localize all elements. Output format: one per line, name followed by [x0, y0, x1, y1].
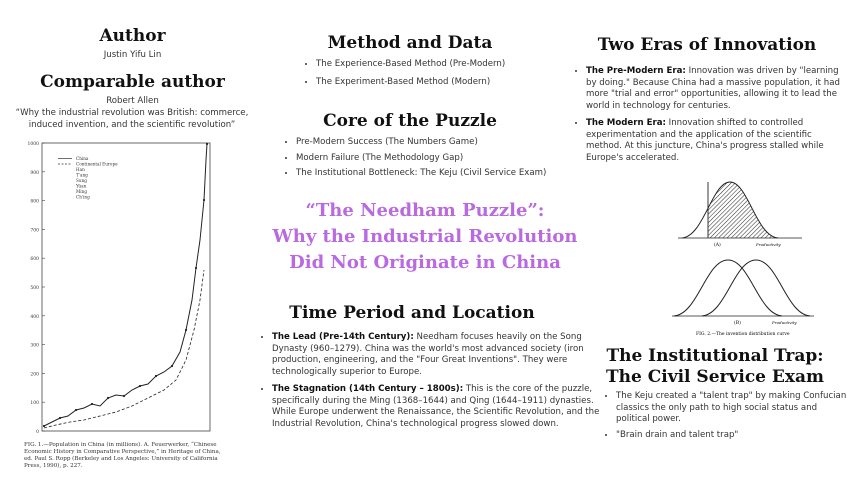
trap-list — [602, 390, 848, 446]
population-figure-caption: FIG. 1.—Population in China (in millions). A. Feuerwerker, “Chinese Economic History in Comparative Perspective,” in Heritage of China, ed. Paul S. Ropp (Berkeley and Los Angeles: University of California Press, 1990), p. 227. — [24, 442, 221, 469]
y-tick-label: 700 — [30, 228, 39, 234]
era-item-label: The Modern Era: — [586, 118, 666, 128]
era-item-label: The Pre-Modern Era: — [586, 66, 686, 76]
title-line-2: Why the Industrial Revolution — [272, 226, 578, 247]
china-series-point — [185, 329, 187, 331]
china-series-point — [123, 395, 125, 397]
china-series-point — [43, 425, 45, 427]
china-series-point — [195, 267, 197, 269]
legend-entry: Sung — [76, 178, 87, 183]
distribution-diagram — [672, 178, 832, 340]
comparable-author-quote: “Why the industrial revolution was British: commerce, induced invention, and the scientific revolution” — [15, 108, 249, 130]
distribution-caption: FIG. 2.—The invention distribution curve — [696, 332, 790, 337]
europe-series-line — [44, 270, 204, 428]
eras-heading: Two Eras of Innovation — [597, 35, 817, 55]
panel-b-label: (B) — [734, 321, 741, 326]
legend-entry: Yüan — [76, 183, 87, 189]
y-tick-label: 600 — [30, 257, 39, 263]
china-series-point — [206, 143, 208, 145]
distribution-figure — [672, 178, 832, 340]
china-series-point — [203, 199, 205, 201]
legend-entry: Han — [76, 167, 85, 172]
comparable-author-name: Robert Allen — [106, 96, 159, 106]
china-series-point — [171, 365, 173, 367]
method-heading: Method and Data — [327, 33, 493, 53]
title-line-3: Did Not Originate in China — [289, 252, 561, 273]
y-tick-label: 0 — [36, 430, 39, 435]
poster-title — [240, 198, 610, 276]
legend-entry: T'ang — [76, 172, 88, 178]
trap-item: • "Brain drain and talent trap" — [616, 429, 848, 442]
legend-entry: Ming — [76, 189, 88, 194]
time-item — [272, 331, 600, 378]
author-name: Justin Yifu Lin — [103, 50, 162, 60]
china-series-point — [155, 375, 157, 377]
time-heading: Time Period and Location — [289, 303, 535, 323]
y-tick-label: 500 — [30, 286, 39, 291]
trap-heading-line-2: The Civil Service Exam — [605, 367, 824, 387]
china-series-point — [107, 397, 109, 399]
y-tick-label: 900 — [30, 170, 39, 176]
panel-a-label: (A) — [714, 243, 721, 248]
core-item: • The Institutional Bottleneck: The Keju (Civil Service Exam) — [296, 167, 566, 180]
trap-heading — [590, 346, 840, 388]
population-figure — [20, 140, 220, 440]
population-chart — [20, 140, 220, 440]
author-heading: Author — [99, 26, 166, 46]
eras-list — [572, 65, 848, 169]
panel-a-axis-label: Productivity — [756, 242, 781, 247]
y-tick-label: 400 — [30, 314, 39, 320]
trap-item: • The Keju created a "talent trap" by making Confucian classics the only path to high social status and political power. — [616, 390, 848, 426]
time-item-text: Needham focuses heavily on the Song Dynasty (960–1279). China was the world's most advanced society (iron production, engineering, and the "Four Great Inventions". They were technologically superior to Europe. — [272, 332, 584, 377]
method-item: • The Experiment-Based Method (Modern) — [316, 76, 546, 89]
china-series-point — [59, 417, 61, 419]
era-item — [586, 65, 848, 112]
china-series-point — [75, 409, 77, 411]
era-item-text: Innovation was driven by "learning by doing." Because China had a massive population, it had more "trial and error" opportunities, allowing it to lead the world in technology for centuries. — [586, 66, 840, 111]
core-item: • Pre-Modern Success (The Numbers Game) — [296, 136, 566, 149]
panel-b-axis-label: Productivity — [772, 320, 797, 325]
core-list — [282, 136, 566, 183]
core-item: • Modern Failure (The Methodology Gap) — [296, 152, 566, 165]
method-item: • The Experience-Based Method (Pre-Modern) — [316, 58, 546, 71]
china-series-point — [139, 385, 141, 387]
y-tick-label: 1000 — [27, 142, 39, 147]
legend-entry: Ch'ing — [76, 194, 90, 200]
comparable-author-heading: Comparable author — [40, 72, 225, 92]
time-item-label: The Stagnation (14th Century – 1800s): — [272, 384, 464, 394]
time-item-label: The Lead (Pre-14th Century): — [272, 332, 414, 342]
title-line-1: “The Needham Puzzle”: — [305, 200, 545, 221]
china-series-point — [91, 403, 93, 405]
y-tick-label: 100 — [30, 401, 39, 407]
time-list — [258, 331, 600, 435]
method-list — [302, 58, 546, 93]
core-heading: Core of the Puzzle — [323, 111, 497, 131]
time-item-text: This is the core of the puzzle, specifically during the Ming (1368–1644) and Qing (1644–1911) dynasties. While Europe underwent the Renaissance, the Scientific Revolution, and the Industrial Revolution, China's technological progress slowed down. — [272, 384, 600, 429]
time-item — [272, 383, 600, 430]
legend-entry: China — [76, 156, 89, 161]
y-tick-label: 200 — [30, 372, 39, 378]
era-item — [586, 117, 848, 164]
era-item-text: Innovation shifted to controlled experimentation and the application of the scientific method. At this juncture, China's progress stalled while Europe's accelerated. — [586, 118, 824, 163]
y-tick-label: 300 — [30, 343, 39, 349]
legend-entry: Continental Europe — [76, 161, 118, 167]
trap-heading-line-1: The Institutional Trap: — [606, 346, 824, 366]
china-series-line — [44, 144, 207, 426]
y-tick-label: 800 — [30, 199, 39, 205]
